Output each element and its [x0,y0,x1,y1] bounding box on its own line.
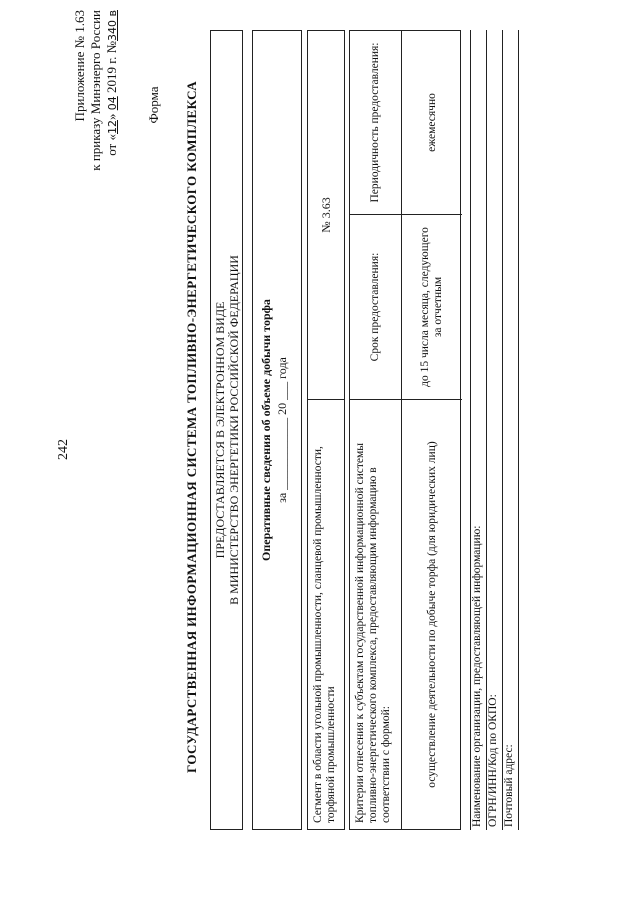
appendix-line-2: к приказу Минэнерго России [88,10,103,171]
submit-notice-box [210,30,243,830]
criteria-header: Критерии отнесения к субъектам государственной информационной системы топливно-энергетического комплекса, предоставляющим информацию в соответствии с формой: [350,399,402,829]
footer-bottom-line [518,30,519,830]
appendix-block [72,10,121,200]
report-period: за ____________ 20 ___ года [275,357,289,503]
org-name-label: Наименование организации, предоставляющей информацию: [471,525,483,827]
order-day-handwritten: 12 [106,120,119,135]
criteria-table [349,30,461,830]
order-date-mid2: 2019 г. № [104,40,119,94]
appendix-line-3 [104,10,121,200]
submit-notice-line-2: В МИНИСТЕРСТВО ЭНЕРГЕТИКИ РОССИЙСКОЙ ФЕДЕРАЦИИ [227,255,241,605]
ogrn-label: ОГРН/ИНН/Код по ОКПО: [487,694,499,827]
address-label: Почтовый адрес: [503,744,515,827]
appendix-line-1: Приложение № 1.63 [72,10,87,122]
periodicity-header: Периодичность предоставления: [350,31,402,214]
report-title: Оперативные сведения об объеме добычи торфа [259,299,273,561]
segment-text: Сегмент в области угольной промышленности, сланцевой промышленности, торфяной промышленности [308,399,344,829]
order-date-mid1: » [104,113,119,121]
page-number: 242 [56,439,71,460]
main-title: ГОСУДАРСТВЕННАЯ ИНФОРМАЦИОННАЯ СИСТЕМА ТОПЛИВНО-ЭНЕРГЕТИЧЕСКОГО КОМПЛЕКСА [184,81,199,773]
deadline-value: до 15 числа месяца, следующего за отчетным [402,214,462,399]
form-label: Форма [146,86,161,124]
segment-box [307,30,345,830]
periodicity-value: ежемесячно [425,93,438,152]
footer-line-3 [502,30,503,830]
deadline-header: Срок предоставления: [350,214,402,399]
submit-notice-line-1: ПРЕДОСТАВЛЯЕТСЯ В ЭЛЕКТРОННОМ ВИДЕ [213,301,227,559]
order-number-handwritten: 340 в [106,10,119,41]
report-title-box [252,30,302,830]
order-date-prefix: от « [104,134,119,156]
order-month-handwritten: 04 [106,96,119,111]
criteria-value: осуществление деятельности по добыче торфа (для юридических лиц) [402,399,462,829]
segment-number: № 3.63 [318,197,333,233]
